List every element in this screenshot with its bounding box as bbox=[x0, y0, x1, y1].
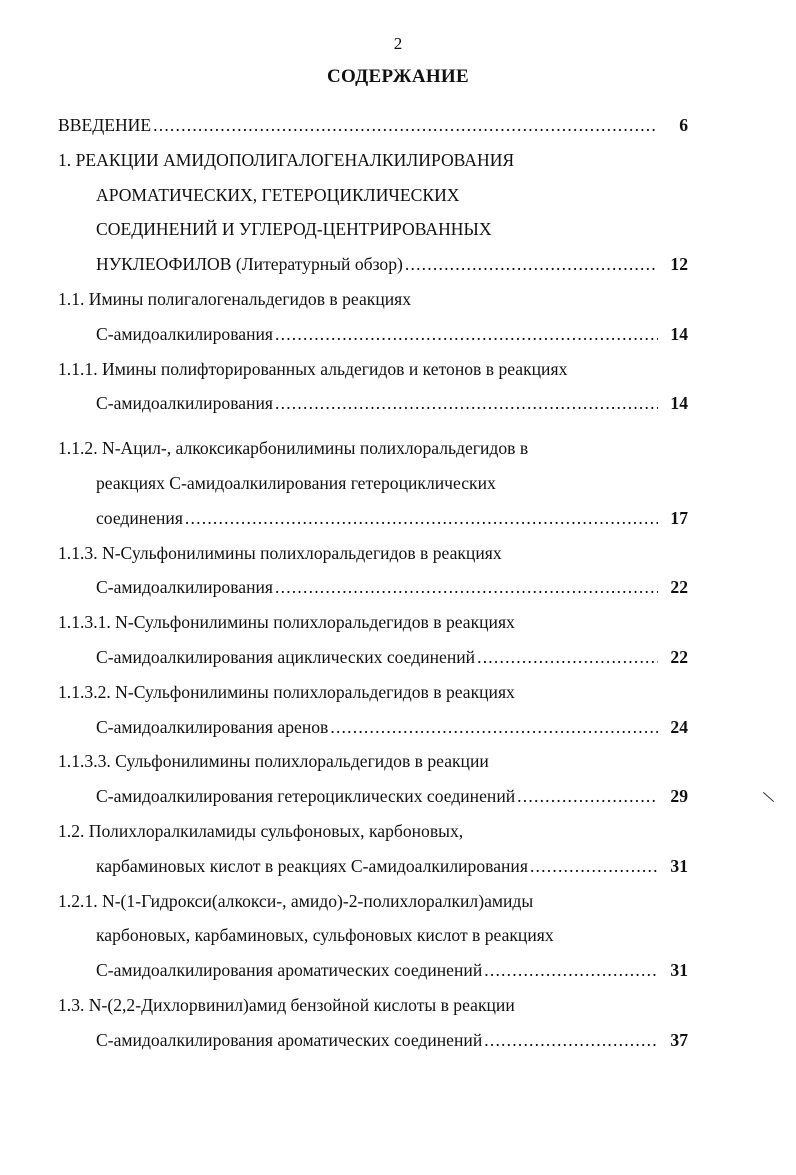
toc-page-number: 14 bbox=[670, 323, 688, 344]
toc-entry-line[interactable]: 1. РЕАКЦИИ АМИДОПОЛИГАЛОГЕНАЛКИЛИРОВАНИЯ bbox=[58, 149, 515, 170]
leader-dots bbox=[477, 640, 658, 675]
toc-page-number: 17 bbox=[670, 507, 688, 528]
toc-entry-line[interactable]: карбоновых, карбаминовых, сульфоновых кислот в реакциях bbox=[96, 925, 554, 946]
scan-artifact-mark bbox=[763, 792, 774, 802]
toc-entry-1-2[interactable] bbox=[58, 849, 688, 884]
toc-page-number: 31 bbox=[670, 960, 688, 981]
toc-entry-line[interactable]: АРОМАТИЧЕСКИХ, ГЕТЕРОЦИКЛИЧЕСКИХ bbox=[96, 184, 460, 205]
toc-entry-line[interactable]: 1.1.2. N-Ацил-, алкоксикарбонилимины полихлоральдегидов в bbox=[58, 438, 529, 459]
toc-entry-line[interactable]: 1.1. Имины полигалогенальдегидов в реакциях bbox=[58, 288, 412, 309]
toc-entry-line[interactable]: 1.3. N-(2,2-Дихлорвинил)амид бензойной кислоты в реакции bbox=[58, 994, 515, 1015]
leader-dots bbox=[530, 849, 658, 884]
page-title: СОДЕРЖАНИЕ bbox=[327, 66, 469, 87]
toc-entry-text: С-амидоалкилирования аренов bbox=[96, 716, 329, 737]
leader-dots bbox=[484, 953, 658, 988]
toc-page-number: 14 bbox=[670, 393, 688, 414]
toc-page-number: 22 bbox=[670, 577, 688, 598]
table-of-contents bbox=[58, 108, 688, 1058]
toc-entry-1-1-3-3[interactable] bbox=[58, 779, 688, 814]
toc-entry-text: С-амидоалкилирования ароматических соединений bbox=[96, 1029, 483, 1050]
toc-entry-1-1[interactable] bbox=[58, 317, 688, 352]
toc-entry-1-3[interactable] bbox=[58, 1023, 688, 1058]
toc-entry-text: НУКЛЕОФИЛОВ (Литературный обзор) bbox=[96, 254, 403, 275]
toc-entry-text: С-амидоалкилирования ациклических соединений bbox=[96, 646, 476, 667]
toc-page-number: 22 bbox=[670, 646, 688, 667]
toc-entry-line[interactable]: 1.2.1. N-(1-Гидрокси(алкокси-, амидо)-2-полихлоралкил)амиды bbox=[58, 890, 534, 911]
toc-entry-text: С-амидоалкилирования ароматических соединений bbox=[96, 960, 483, 981]
toc-entry-1-1-3-2[interactable] bbox=[58, 710, 688, 745]
leader-dots bbox=[405, 247, 658, 282]
toc-entry-line[interactable]: 1.1.3. N-Сульфонилимины полихлоральдегидов в реакциях bbox=[58, 542, 502, 563]
toc-entry-line[interactable]: СОЕДИНЕНИЙ И УГЛЕРОД-ЦЕНТРИРОВАННЫХ bbox=[96, 219, 492, 240]
toc-entry-text: С-амидоалкилирования bbox=[96, 323, 274, 344]
toc-entry-1-1-3-1[interactable] bbox=[58, 640, 688, 675]
toc-entry-chapter-1[interactable] bbox=[58, 247, 688, 282]
leader-dots bbox=[275, 386, 658, 421]
leader-dots bbox=[185, 501, 658, 536]
toc-entry-1-1-2[interactable] bbox=[58, 501, 688, 536]
toc-entry-text: соединения bbox=[96, 507, 183, 528]
toc-entry-line[interactable]: 1.2. Полихлоралкиламиды сульфоновых, карбоновых, bbox=[58, 820, 464, 841]
toc-entry-1-2-1[interactable] bbox=[58, 953, 688, 988]
toc-entry-text: С-амидоалкилирования bbox=[96, 393, 274, 414]
toc-entry-1-1-1[interactable] bbox=[58, 386, 688, 421]
toc-page-number: 29 bbox=[670, 786, 688, 807]
toc-entry-line[interactable]: реакциях С-амидоалкилирования гетероциклических bbox=[96, 472, 496, 493]
toc-entry-introduction[interactable] bbox=[58, 108, 688, 143]
leader-dots bbox=[484, 1023, 658, 1058]
leader-dots bbox=[275, 570, 658, 605]
toc-entry-text: ВВЕДЕНИЕ bbox=[58, 115, 152, 135]
leader-dots bbox=[275, 317, 658, 352]
toc-entry-text: С-амидоалкилирования bbox=[96, 577, 274, 598]
toc-entry-1-1-3[interactable] bbox=[58, 570, 688, 605]
leader-dots bbox=[330, 710, 658, 745]
toc-page-number: 12 bbox=[670, 254, 688, 275]
toc-page-number: 24 bbox=[670, 716, 688, 737]
toc-entry-line[interactable]: 1.1.3.2. N-Сульфонилимины полихлоральдегидов в реакциях bbox=[58, 681, 515, 702]
toc-entry-line[interactable]: 1.1.3.3. Сульфонилимины полихлоральдегидов в реакции bbox=[58, 751, 489, 772]
toc-entry-text: карбаминовых кислот в реакциях С-амидоалкилирования bbox=[96, 855, 528, 876]
page-number: 2 bbox=[393, 34, 403, 53]
toc-page-number: 31 bbox=[670, 855, 688, 876]
leader-dots bbox=[153, 108, 658, 143]
toc-entry-line[interactable]: 1.1.1. Имины полифторированных альдегидов и кетонов в реакциях bbox=[58, 358, 568, 379]
toc-page-number: 37 bbox=[670, 1029, 688, 1050]
toc-entry-text: С-амидоалкилирования гетероциклических соединений bbox=[96, 786, 516, 807]
leader-dots bbox=[517, 779, 658, 814]
toc-page-number: 6 bbox=[679, 115, 688, 135]
toc-entry-line[interactable]: 1.1.3.1. N-Сульфонилимины полихлоральдегидов в реакциях bbox=[58, 612, 515, 633]
